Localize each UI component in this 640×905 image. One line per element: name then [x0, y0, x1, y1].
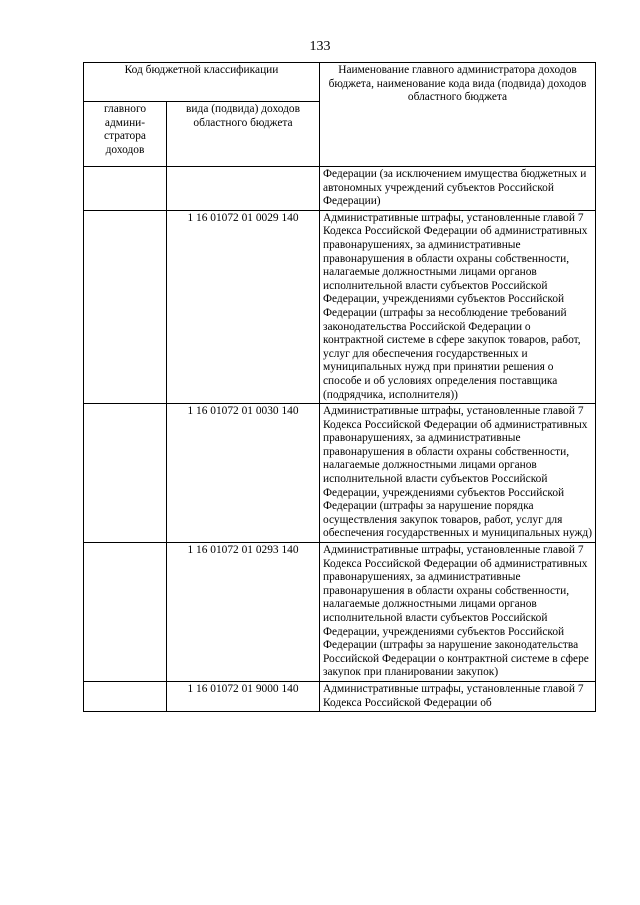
admin-code-cell	[84, 404, 167, 543]
income-code-cell	[167, 167, 320, 211]
income-code-cell: 1 16 01072 01 0293 140	[167, 543, 320, 682]
table-row	[84, 404, 596, 543]
header-main-administrator: главного админи-стратора доходов	[84, 102, 167, 167]
admin-code-cell	[84, 167, 167, 211]
admin-code-cell	[84, 681, 167, 711]
header-budget-classification-code: Код бюджетной классификации	[84, 63, 320, 102]
admin-code-cell	[84, 543, 167, 682]
income-code-cell: 1 16 01072 01 0029 140	[167, 210, 320, 403]
description-cell: Административные штрафы, установленные главой 7 Кодекса Российской Федерации об административных правонарушениях, за административные правонарушения в области охраны собственности, налагаемые должностными лицами органов исполнительной власти субъектов Российской Федерации, учреждениями субъектов Российской Федерации (штрафы за нарушение порядка осуществления закупок товаров, работ, услуг для обеспечения государственных и муниципальных нужд)	[320, 404, 596, 543]
budget-classification-table	[83, 62, 596, 712]
income-code-cell: 1 16 01072 01 0030 140	[167, 404, 320, 543]
header-row-group	[84, 63, 596, 102]
table-row	[84, 543, 596, 682]
table-row	[84, 681, 596, 711]
admin-code-cell	[84, 210, 167, 403]
description-cell: Административные штрафы, установленные главой 7 Кодекса Российской Федерации об	[320, 681, 596, 711]
table-row	[84, 210, 596, 403]
table-row	[84, 167, 596, 211]
description-cell: Административные штрафы, установленные главой 7 Кодекса Российской Федерации об административных правонарушениях, за административные правонарушения в области охраны собственности, налагаемые должностными лицами органов исполнительной власти субъектов Российской Федерации, учреждениями субъектов Российской Федерации (штрафы за нарушение законодательства Российской Федерации о контрактной системе в сфере закупок при планировании закупок)	[320, 543, 596, 682]
income-code-cell: 1 16 01072 01 9000 140	[167, 681, 320, 711]
header-income-type: вида (подвида) доходов областного бюджета	[167, 102, 320, 167]
description-cell: Административные штрафы, установленные главой 7 Кодекса Российской Федерации об административных правонарушениях, за административные правонарушения в области охраны собственности, налагаемые должностными лицами органов исполнительной власти субъектов Российской Федерации, учреждениями субъектов Российской Федерации (штрафы за несоблюдение требований законодательства Российской Федерации о контрактной системе в сфере закупок товаров, работ, услуг для обеспечения государственных и муниципальных нужд при принятии решения о способе и об условиях определения поставщика (подрядчика, исполнителя))	[320, 210, 596, 403]
description-cell: Федерации (за исключением имущества бюджетных и автономных учреждений субъектов Российской Федерации)	[320, 167, 596, 211]
page-number: 133	[309, 39, 331, 54]
header-administrator-name: Наименование главного администратора доходов бюджета, наименование кода вида (подвида) доходов областного бюджета	[320, 63, 596, 167]
